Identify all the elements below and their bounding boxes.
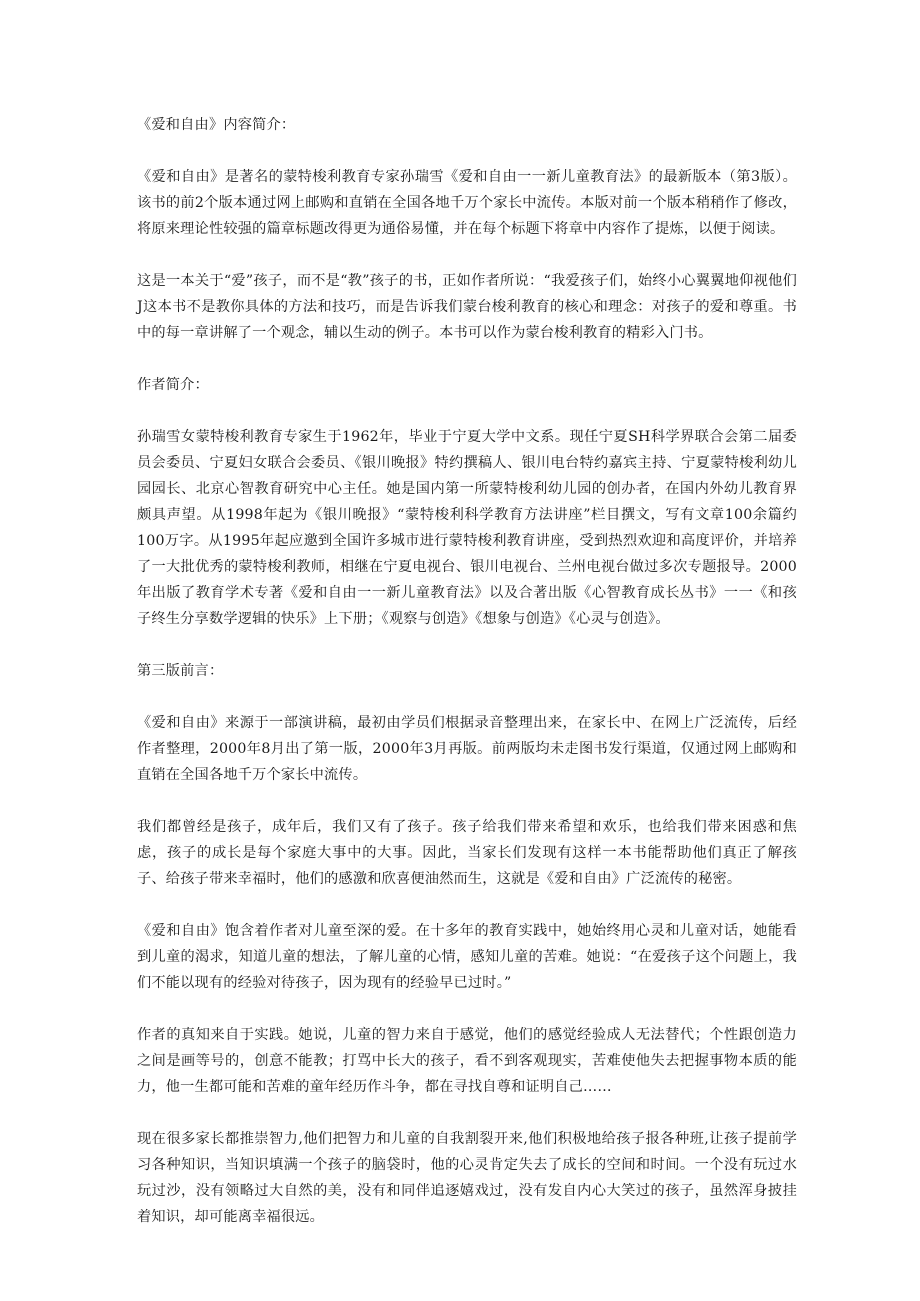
paragraph: 现在很多家长都推崇智力,他们把智力和儿童的自我割裂开来,他们积极地给孩子报各种班,让孩子提前学习各种知识，当知识填满一个孩子的脑袋时，他的心灵肯定失去了成长的空间和时间。一个没有玩过水玩过沙，没有领略过大自然的美，没有和同伴追逐嬉戏过，没有发自内心大笑过的孩子，虽然浑身披挂着知识，却可能离幸福很远。	[137, 1131, 797, 1225]
paragraph: 《爱和自由》是著名的蒙特梭利教育专家孙瑞雪《爱和自由一一新儿童教育法》的最新版本（第3版）。该书的前2个版本通过网上邮购和直销在全国各地千万个家长中流传。本版对前一个版本稍稍作了修改，将原来理论性较强的篇章标题改得更为通俗易懂，并在每个标题下将章中内容作了提炼，以便于阅读。	[137, 169, 797, 237]
section-heading-preface: 第三版前言：	[137, 663, 224, 679]
paragraph: 我们都曾经是孩子，成年后，我们又有了孩子。孩子给我们带来希望和欢乐，也给我们带来困惑和焦虑，孩子的成长是每个家庭大事中的大事。因此，当家长们发现有这样一本书能帮助他们真正了解孩子、给孩子带来幸福时，他们的感激和欣喜便油然而生，这就是《爱和自由》广泛流传的秘密。	[137, 819, 797, 887]
section-heading-summary: 《爱和自由》内容简介：	[137, 117, 296, 133]
paragraph: 作者的真知来自于实践。她说，儿童的智力来自于感觉，他们的感觉经验成人无法替代；个性跟创造力之间是画等号的，创意不能教；打骂中长大的孩子，看不到客观现实，苦难使他失去把握事物本质的能力，他一生都可能和苦难的童年经历作斗争，都在寻找自尊和证明自己……	[137, 1027, 797, 1095]
paragraph: 《爱和自由》饱含着作者对儿童至深的爱。在十多年的教育实践中，她始终用心灵和儿童对话，她能看到儿童的渴求，知道儿童的想法，了解儿童的心情，感知儿童的苦难。她说：“在爱孩子这个问题上，我们不能以现有的经验对待孩子，因为现有的经验早已过时。”	[137, 923, 797, 991]
paragraph: 《爱和自由》来源于一部演讲稿，最初由学员们根据录音整理出来，在家长中、在网上广泛流传，后经作者整理，2000年8月出了第一版，2000年3月再版。前两版均未走图书发行渠道，仅通过网上邮购和直销在全国各地千万个家长中流传。	[137, 715, 797, 783]
document-page	[137, 112, 797, 1256]
section-heading-author: 作者简介：	[137, 377, 209, 393]
paragraph: 孙瑞雪女蒙特梭利教育专家生于1962年，毕业于宁夏大学中文系。现任宁夏SH科学界联合会第二届委员会委员、宁夏妇女联合会委员、《银川晚报》特约撰稿人、银川电台特约嘉宾主持、宁夏蒙特梭利幼儿园园长、北京心智教育研究中心主任。她是国内第一所蒙特梭利幼儿园的创办者，在国内外幼儿教育界颇具声望。从1998年起为《银川晚报》“蒙特梭利科学教育方法讲座”栏目撰文，写有文章100余篇约100万字。从1995年起应邀到全国许多城市进行蒙特梭利教育讲座，受到热烈欢迎和高度评价，并培养了一大批优秀的蒙特梭利教师，相继在宁夏电视台、银川电视台、兰州电视台做过多次专题报导。2000年出版了教育学术专著《爱和自由一一新儿童教育法》以及合著出版《心智教育成长丛书》一一《和孩子终生分享数学逻辑的快乐》上下册；《观察与创造》《想象与创造》《心灵与创造》。	[137, 429, 797, 627]
paragraph: 这是一本关于“爱”孩子，而不是“教”孩子的书，正如作者所说：“我爱孩子们，始终小心翼翼地仰视他们J这本书不是教你具体的方法和技巧，而是告诉我们蒙台梭利教育的核心和理念：对孩子的爱和尊重。书中的每一章讲解了一个观念，辅以生动的例子。本书可以作为蒙台梭利教育的精彩入门书。	[137, 273, 797, 341]
